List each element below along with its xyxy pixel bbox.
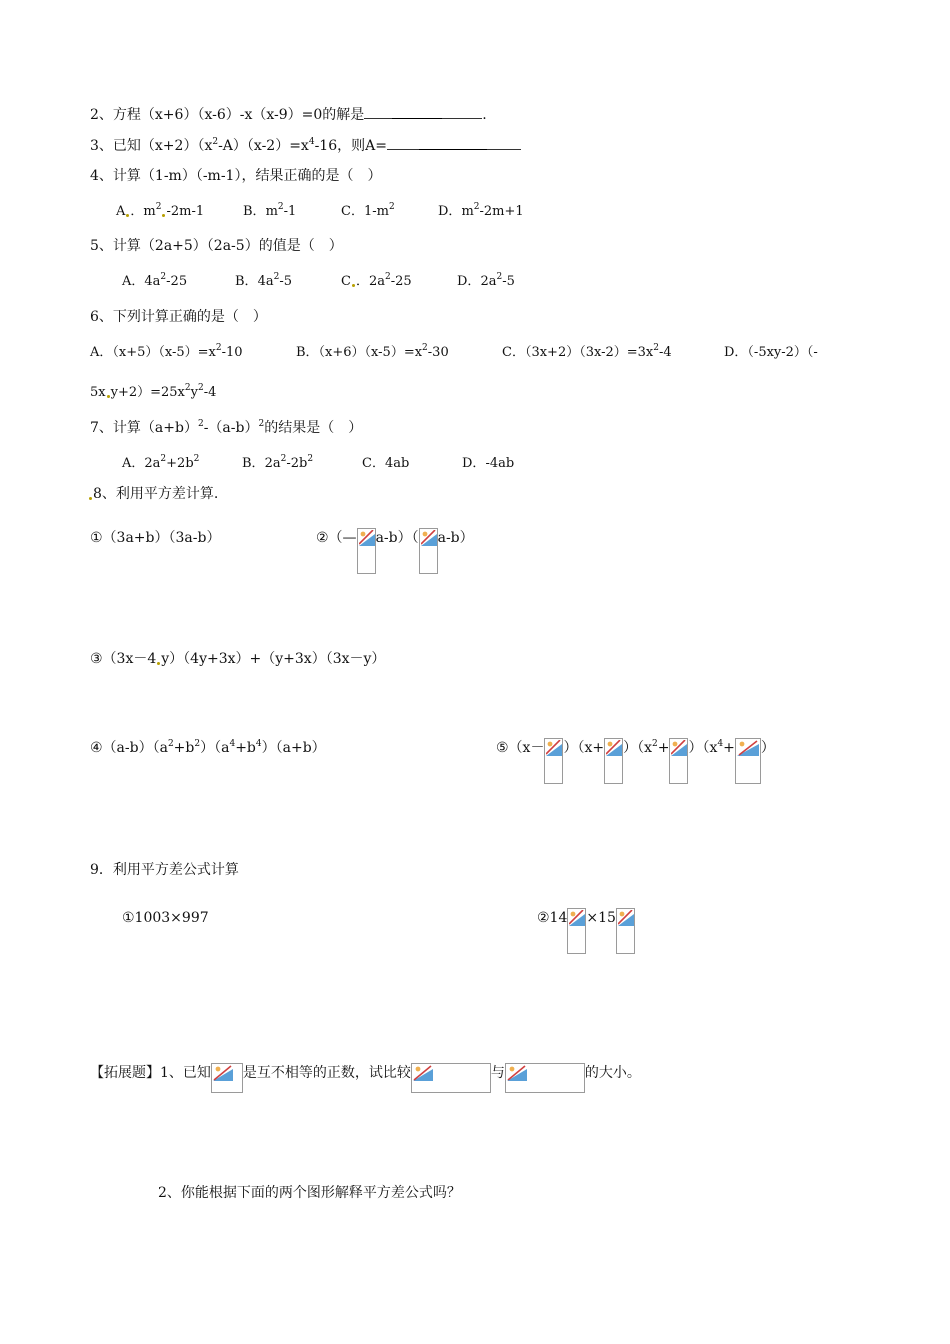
question-5-options (122, 272, 515, 292)
option-a: A．$2a^2+2b^2$ (122, 454, 200, 471)
image-placeholder-icon (505, 1063, 585, 1093)
option-d: D．$2a^2-5$ (457, 272, 515, 289)
image-placeholder-icon (669, 738, 688, 784)
image-placeholder-icon (411, 1063, 491, 1093)
extension-question-2: 2、你能根据下面的两个图形解释平方差公式吗？ (158, 1185, 461, 1201)
option-c: C．4ab (362, 456, 410, 471)
option-b: B．$4a^2-5$ (235, 272, 292, 289)
question-2-text: 2、方程（x+6）（x-6）-x（x-9）=0的解是 (90, 107, 365, 123)
option-d: D．-4ab (462, 456, 515, 471)
question-8-item-1: ①（3a+b）（3a-b） (90, 530, 221, 546)
option-c: C．$1-m^2$ (341, 202, 395, 219)
question-8: 8、利用平方差计算. (88, 484, 218, 504)
question-9-item-1: ①1003×997 (122, 910, 209, 926)
question-8-item-5: ⑤（x－ ）（x+ ）（$x^2+$ ）（$x^4+$ ） (496, 738, 775, 784)
question-7: 7、计算$(a+b)^2-(a-b)^2$的结果是（ ） (90, 419, 363, 436)
option-c: C ．$2a^2-25$ (341, 272, 412, 289)
question-4-options (116, 202, 524, 222)
answer-blank (364, 104, 392, 119)
question-8-item-4: $④(a-b)(a^2+b^2)(a^4+b^4)(a+b)$ (90, 739, 326, 756)
option-d: D．（-5xy-2）（- (724, 345, 818, 360)
image-placeholder-icon (735, 738, 761, 784)
question-9-item-2: ②14 ×15 (537, 908, 635, 954)
question-6: 6、下列计算正确的是（ ） (90, 309, 267, 325)
question-6-options-line1 (90, 343, 818, 363)
option-d: D．$m^2-2m+1$ (438, 202, 524, 219)
question-6-options-line2: 5x $y+2)=25x^2y^2-4$ (90, 383, 217, 400)
image-placeholder-icon (544, 738, 563, 784)
image-placeholder-icon (211, 1063, 243, 1093)
answer-blank (387, 135, 419, 150)
question-5: 5、计算（2a+5）（2a-5）的值是（ ） (90, 238, 343, 254)
question-8-item-2: ②（— a-b）（ a-b） (316, 528, 474, 574)
option-a: A．$4a^2-25$ (122, 272, 188, 289)
image-placeholder-icon (567, 908, 586, 954)
question-8-item-3: ③（3x－4 y）（4y+3x）+（y+3x）（3x－y） (90, 651, 386, 667)
image-placeholder-icon (616, 908, 635, 954)
option-b: B．$(x+6)(x-5)=x^2-30$ (296, 343, 449, 360)
question-9: 9．利用平方差公式计算 (90, 862, 239, 878)
question-2 (90, 104, 487, 125)
option-b: B．$m^2-1$ (243, 202, 297, 219)
image-placeholder-icon (419, 528, 438, 574)
question-4: 4、计算（1-m）（-m-1），结果正确的是（ ） (90, 168, 382, 184)
option-b: B．$2a^2-2b^2$ (242, 454, 314, 471)
image-placeholder-icon (357, 528, 376, 574)
image-placeholder-icon (604, 738, 623, 784)
question-7-options (122, 454, 514, 474)
extension-question-1: 【拓展题】1、已知 是互不相等的正数，试比较 与 的大小。 (90, 1063, 641, 1093)
period: . (482, 107, 487, 123)
option-a: A．$(x+5)(x-5)=x^2-10$ (90, 343, 243, 360)
option-a: A ．$m^2$ -2m-1 (116, 202, 205, 219)
option-c: C．$(3x+2)(3x-2)=3x^2-4$ (502, 343, 672, 360)
question-3: 3、已知$(x+2)(x^2-A)(x-2)=x^4-16$，则A= (90, 135, 521, 156)
